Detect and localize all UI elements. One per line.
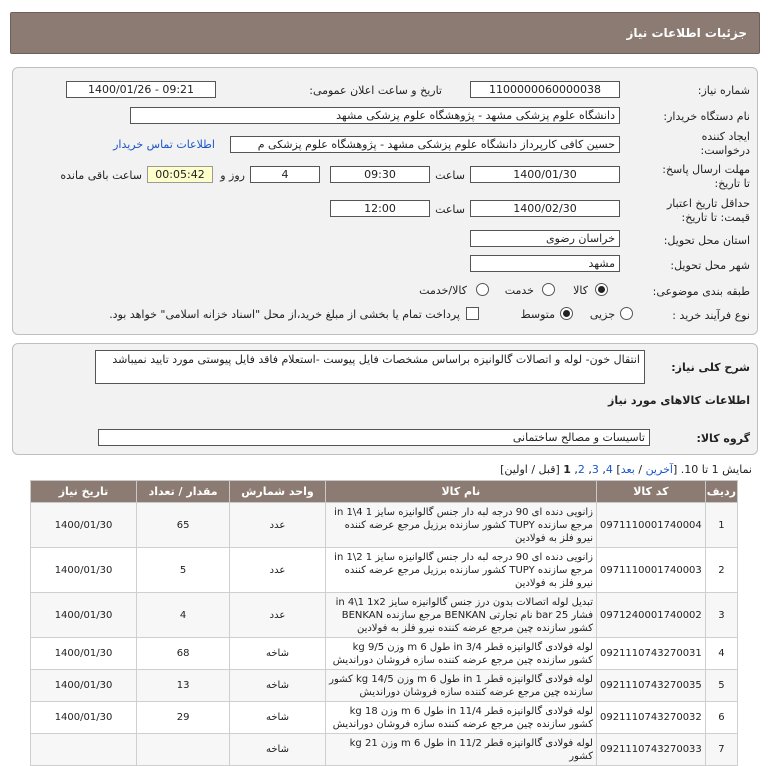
buyer-field: دانشگاه علوم پزشکی مشهد - پژوهشگاه علوم پزشکی مشهد <box>130 107 620 124</box>
need-number-label: شماره نیاز: <box>697 84 750 97</box>
category-goods-label: کالا <box>573 284 588 297</box>
item-code: 0921110743270032 <box>596 702 705 734</box>
pagination-tail: ] <box>612 463 621 476</box>
validity-label-2: قیمت: تا تاریخ: <box>681 211 750 224</box>
item-qty <box>137 734 230 766</box>
deadline-time-label: ساعت <box>435 169 465 182</box>
creator-field: حسین کافی کارپرداز دانشگاه علوم پزشکی مشهد - پژوهشگاه علوم پزشکی م <box>230 136 620 153</box>
table-row[interactable] <box>31 670 738 702</box>
goods-group-label: گروه کالا: <box>696 432 750 445</box>
item-name: زانویی دنده ای 90 درجه لبه دار جنس گالوانیزه سایز in 1\4 1 مرجع سازنده TUPY کشور سازنده برزیل مرجع عرضه کننده نیرو فلز به فولادین <box>325 503 596 548</box>
item-unit: شاخه <box>230 702 326 734</box>
row-index: 7 <box>705 734 737 766</box>
contact-buyer-link[interactable]: اطلاعات تماس خریدار <box>113 138 215 151</box>
pagination-page-4[interactable]: 4 <box>605 463 613 476</box>
creator-label-2: درخواست: <box>700 144 750 157</box>
validity-date-field: 1400/02/30 <box>470 200 620 217</box>
item-qty: 13 <box>137 670 230 702</box>
category-service-label: خدمت <box>504 284 534 297</box>
item-name: تبدیل لوله اتصالات بدون درز جنس گالوانیزه سایز in 4\1 1x2 فشار bar 25 نام تجارتی BENKAN مرجع سازنده BENKAN کشور سازنده چین مرجع عرضه کننده نیرو فلز به فولادین <box>325 593 596 638</box>
page-title: جزئیات اطلاعات نیاز <box>626 26 747 40</box>
item-date: 1400/01/30 <box>31 638 137 670</box>
item-qty: 4 <box>137 593 230 638</box>
deadline-label-2: تا تاریخ: <box>714 177 750 190</box>
item-name: لوله فولادی گالوانیزه قطر in 1 طول m 6 وزن kg 14/5 کشور سازنده چین مرجع عرضه کننده سازه فروشان دورانديش <box>325 670 596 702</box>
deadline-time-field: 09:30 <box>330 166 430 183</box>
validity-label-1: حداقل تاریخ اعتبار <box>666 197 750 210</box>
pagination-page-2[interactable]: 2 <box>577 463 585 476</box>
description-field: انتقال خون- لوله و اتصالات گالوانیزه براساس مشخصات فایل پیوست -استعلام فاقد فایل پیوستی مورد تایید نمیباشد <box>95 350 645 384</box>
province-field: خراسان رضوی <box>470 230 620 247</box>
process-label: نوع فرآیند خرید : <box>672 309 750 322</box>
col-qty: مقدار / تعداد <box>137 481 230 503</box>
item-date <box>31 734 137 766</box>
item-qty: 5 <box>137 548 230 593</box>
item-date: 1400/01/30 <box>31 503 137 548</box>
category-service-radio[interactable] <box>542 283 555 296</box>
city-label: شهر محل تحویل: <box>670 259 750 272</box>
item-code: 0971110001740003 <box>596 548 705 593</box>
table-row[interactable] <box>31 548 738 593</box>
item-code: 0971240001740002 <box>596 593 705 638</box>
deadline-date-field: 1400/01/30 <box>470 166 620 183</box>
row-index: 3 <box>705 593 737 638</box>
item-date: 1400/01/30 <box>31 670 137 702</box>
item-name: لوله فولادی گالوانیزه قطر in 11/2 طول m 6 وزن kg 21 کشور <box>325 734 596 766</box>
category-label: طبقه بندی موضوعی: <box>652 285 750 298</box>
item-date: 1400/01/30 <box>31 593 137 638</box>
item-unit: شاخه <box>230 670 326 702</box>
item-code: 0921110743270033 <box>596 734 705 766</box>
announce-field: 1400/01/26 - 09:21 <box>66 81 216 98</box>
items-table <box>30 480 738 766</box>
creator-label-1: ایجاد کننده <box>701 130 750 143</box>
pagination-sep: / <box>634 463 646 476</box>
row-index: 2 <box>705 548 737 593</box>
item-code: 0971110001740004 <box>596 503 705 548</box>
days-field: 4 <box>250 166 320 183</box>
province-label: استان محل تحویل: <box>663 234 750 247</box>
col-unit: واحد شمارش <box>230 481 326 503</box>
process-medium-label: متوسط <box>520 308 555 321</box>
item-qty: 68 <box>137 638 230 670</box>
item-date: 1400/01/30 <box>31 548 137 593</box>
item-unit: شاخه <box>230 734 326 766</box>
validity-time-label: ساعت <box>435 203 465 216</box>
item-qty: 29 <box>137 702 230 734</box>
item-code: 0921110743270031 <box>596 638 705 670</box>
item-name: لوله فولادی گالوانیزه قطر in 11/4 طول m 6 وزن kg 18 کشور سازنده چین مرجع عرضه کننده سازه فروشان دورانديش <box>325 702 596 734</box>
col-name: نام کالا <box>325 481 596 503</box>
process-partial-label: جزیی <box>589 308 615 321</box>
category-goods-service-radio[interactable] <box>476 283 489 296</box>
process-medium-radio[interactable] <box>560 307 573 320</box>
table-header-row <box>31 481 738 503</box>
remaining-label: ساعت باقی مانده <box>60 169 142 182</box>
pagination-suffix: [قبل / اولین] <box>500 463 564 476</box>
city-field: مشهد <box>470 255 620 272</box>
table-row[interactable] <box>31 503 738 548</box>
col-code: کد کالا <box>596 481 705 503</box>
row-index: 6 <box>705 702 737 734</box>
days-label: روز و <box>220 169 245 182</box>
item-date: 1400/01/30 <box>31 702 137 734</box>
remaining-timer: 00:05:42 <box>147 166 213 183</box>
validity-time-field: 12:00 <box>330 200 430 217</box>
table-row[interactable] <box>31 593 738 638</box>
treasury-payment-note: پرداخت تمام یا بخشی از مبلغ خرید،از محل "اسناد خزانه اسلامی" خواهد بود. <box>109 308 460 321</box>
goods-group-field: تاسیسات و مصالح ساختمانی <box>98 429 650 446</box>
row-index: 4 <box>705 638 737 670</box>
pagination: نمایش 1 تا 10. [آخرین / بعد] 4, 3, 2, 1 [قبل / اولین] <box>500 463 752 476</box>
item-name: لوله فولادی گالوانیزه قطر in 3/4 طول m 6 وزن kg 9/5 کشور سازنده چین مرجع عرضه کننده سازه فروشان دورانديش <box>325 638 596 670</box>
item-unit: عدد <box>230 593 326 638</box>
process-partial-radio[interactable] <box>620 307 633 320</box>
item-qty: 65 <box>137 503 230 548</box>
table-row[interactable] <box>31 638 738 670</box>
pagination-next-link[interactable]: بعد <box>620 463 635 476</box>
goods-info-title: اطلاعات کالاهای مورد نیاز <box>608 394 750 407</box>
category-goods-service-label: کالا/خدمت <box>419 284 467 297</box>
row-index: 1 <box>705 503 737 548</box>
announce-label: تاریخ و ساعت اعلان عمومی: <box>309 84 442 97</box>
category-goods-radio[interactable] <box>595 283 608 296</box>
item-name: زانویی دنده ای 90 درجه لبه دار جنس گالوانیزه سایز in 1\2 1 مرجع سازنده TUPY کشور سازنده برزیل مرجع عرضه کننده نیرو فلز به فولادین <box>325 548 596 593</box>
pagination-page-3[interactable]: 3 <box>591 463 599 476</box>
item-unit: عدد <box>230 548 326 593</box>
need-number-field: 1100000060000038 <box>470 81 620 98</box>
description-label: شرح کلی نیاز: <box>671 361 750 374</box>
item-code: 0921110743270035 <box>596 670 705 702</box>
item-unit: شاخه <box>230 638 326 670</box>
buyer-label: نام دستگاه خریدار: <box>663 110 750 123</box>
pagination-last-link[interactable]: آخرین <box>645 463 673 476</box>
col-date: تاریخ نیاز <box>31 481 137 503</box>
table-row[interactable] <box>31 734 738 766</box>
deadline-label-1: مهلت ارسال پاسخ: <box>662 163 750 176</box>
treasury-payment-checkbox[interactable] <box>466 307 479 320</box>
pagination-current-page: 1 <box>563 463 571 476</box>
table-row[interactable] <box>31 702 738 734</box>
row-index: 5 <box>705 670 737 702</box>
item-unit: عدد <box>230 503 326 548</box>
col-row: ردیف <box>705 481 737 503</box>
pagination-prefix: نمایش 1 تا 10. [ <box>672 463 752 476</box>
page-header <box>10 12 760 54</box>
